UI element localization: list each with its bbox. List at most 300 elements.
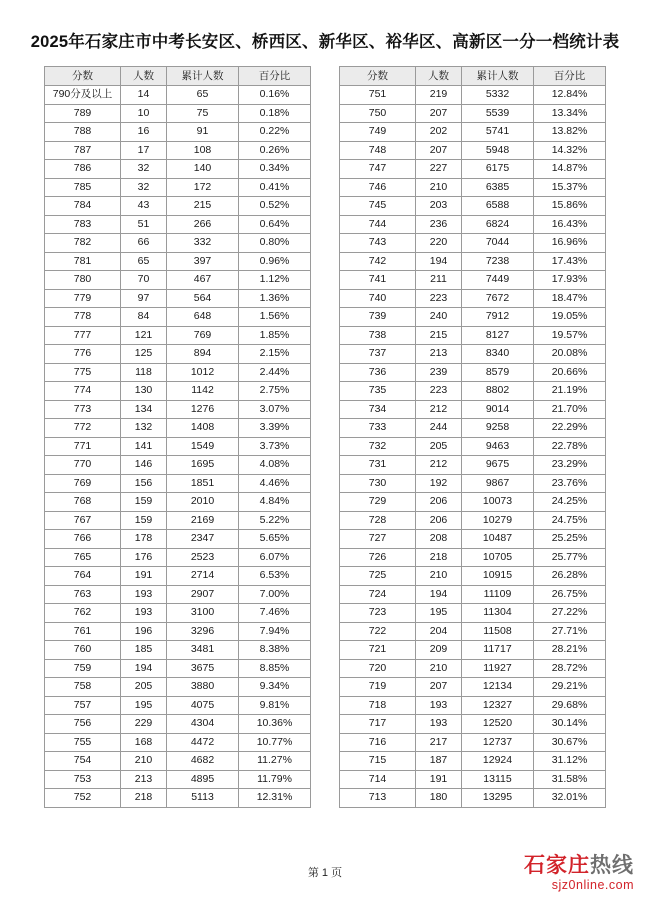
cell-percent: 28.72%	[534, 659, 606, 678]
cell-percent: 3.39%	[239, 419, 311, 438]
table-row	[45, 437, 311, 456]
cell-count: 180	[416, 789, 462, 808]
cell-count: 32	[121, 160, 167, 179]
cell-percent: 18.47%	[534, 289, 606, 308]
cell-count: 211	[416, 271, 462, 290]
table-row	[45, 197, 311, 216]
table-row	[340, 215, 606, 234]
cell-cumulative: 91	[167, 123, 239, 142]
cell-count: 168	[121, 733, 167, 752]
cell-count: 213	[416, 345, 462, 364]
cell-percent: 2.15%	[239, 345, 311, 364]
cell-cumulative: 1695	[167, 456, 239, 475]
cell-cumulative: 467	[167, 271, 239, 290]
cell-cumulative: 8127	[462, 326, 534, 345]
cell-count: 193	[416, 696, 462, 715]
table-row	[45, 345, 311, 364]
cell-percent: 4.84%	[239, 493, 311, 512]
cell-cumulative: 5741	[462, 123, 534, 142]
cell-percent: 8.38%	[239, 641, 311, 660]
table-row	[340, 271, 606, 290]
table-row	[45, 641, 311, 660]
cell-count: 220	[416, 234, 462, 253]
cell-cumulative: 3675	[167, 659, 239, 678]
cell-score: 733	[340, 419, 416, 438]
cell-percent: 9.34%	[239, 678, 311, 697]
cell-count: 210	[121, 752, 167, 771]
watermark-brand	[524, 855, 634, 877]
cell-score: 764	[45, 567, 121, 586]
score-tables-container	[0, 66, 650, 808]
cell-score: 766	[45, 530, 121, 549]
cell-percent: 11.79%	[239, 770, 311, 789]
cell-score: 758	[45, 678, 121, 697]
cell-cumulative: 648	[167, 308, 239, 327]
cell-score: 774	[45, 382, 121, 401]
cell-cumulative: 9867	[462, 474, 534, 493]
cell-count: 213	[121, 770, 167, 789]
table-row	[340, 604, 606, 623]
cell-cumulative: 2907	[167, 585, 239, 604]
cell-count: 70	[121, 271, 167, 290]
cell-score: 732	[340, 437, 416, 456]
cell-cumulative: 6385	[462, 178, 534, 197]
cell-percent: 0.16%	[239, 86, 311, 105]
cell-cumulative: 1276	[167, 400, 239, 419]
cell-score: 724	[340, 585, 416, 604]
cell-score: 721	[340, 641, 416, 660]
cell-count: 118	[121, 363, 167, 382]
cell-score: 783	[45, 215, 121, 234]
page-number: 第 1 页	[307, 867, 343, 879]
table-row	[45, 456, 311, 475]
cell-count: 206	[416, 511, 462, 530]
cell-percent: 31.12%	[534, 752, 606, 771]
cell-count: 202	[416, 123, 462, 142]
cell-score: 779	[45, 289, 121, 308]
cell-percent: 1.12%	[239, 271, 311, 290]
cell-cumulative: 7238	[462, 252, 534, 271]
cell-cumulative: 140	[167, 160, 239, 179]
cell-cumulative: 4304	[167, 715, 239, 734]
table-row	[45, 622, 311, 641]
cell-count: 210	[416, 178, 462, 197]
table-row	[340, 585, 606, 604]
cell-count: 194	[416, 252, 462, 271]
table-row	[45, 123, 311, 142]
cell-count: 227	[416, 160, 462, 179]
cell-count: 159	[121, 493, 167, 512]
column-header-score: 分数	[45, 67, 121, 86]
cell-percent: 24.75%	[534, 511, 606, 530]
cell-count: 195	[121, 696, 167, 715]
cell-cumulative: 5113	[167, 789, 239, 808]
cell-cumulative: 12924	[462, 752, 534, 771]
watermark-brand-red: 石家庄	[524, 853, 590, 877]
column-header-count: 人数	[121, 67, 167, 86]
table-row	[340, 511, 606, 530]
cell-score: 781	[45, 252, 121, 271]
cell-count: 205	[121, 678, 167, 697]
cell-percent: 28.21%	[534, 641, 606, 660]
cell-percent: 14.87%	[534, 160, 606, 179]
table-row	[340, 400, 606, 419]
table-row	[45, 326, 311, 345]
cell-score: 746	[340, 178, 416, 197]
cell-cumulative: 8579	[462, 363, 534, 382]
cell-count: 240	[416, 308, 462, 327]
cell-score: 720	[340, 659, 416, 678]
cell-cumulative: 65	[167, 86, 239, 105]
cell-cumulative: 2010	[167, 493, 239, 512]
cell-percent: 12.31%	[239, 789, 311, 808]
cell-percent: 26.75%	[534, 585, 606, 604]
table-row	[340, 382, 606, 401]
cell-cumulative: 2714	[167, 567, 239, 586]
cell-score: 751	[340, 86, 416, 105]
cell-score: 752	[45, 789, 121, 808]
cell-score: 739	[340, 308, 416, 327]
cell-cumulative: 5948	[462, 141, 534, 160]
cell-count: 218	[416, 548, 462, 567]
cell-score: 747	[340, 160, 416, 179]
cell-percent: 6.07%	[239, 548, 311, 567]
cell-cumulative: 5332	[462, 86, 534, 105]
cell-percent: 4.46%	[239, 474, 311, 493]
cell-percent: 27.71%	[534, 622, 606, 641]
table-row	[340, 548, 606, 567]
table-row	[340, 530, 606, 549]
cell-score: 749	[340, 123, 416, 142]
cell-score: 769	[45, 474, 121, 493]
cell-cumulative: 75	[167, 104, 239, 123]
cell-percent: 27.22%	[534, 604, 606, 623]
cell-score: 755	[45, 733, 121, 752]
cell-cumulative: 3296	[167, 622, 239, 641]
cell-percent: 30.14%	[534, 715, 606, 734]
table-row	[45, 419, 311, 438]
cell-score: 740	[340, 289, 416, 308]
cell-cumulative: 215	[167, 197, 239, 216]
cell-count: 236	[416, 215, 462, 234]
cell-count: 218	[121, 789, 167, 808]
cell-count: 193	[121, 604, 167, 623]
table-row	[340, 789, 606, 808]
cell-percent: 11.27%	[239, 752, 311, 771]
table-row	[45, 363, 311, 382]
table-row	[45, 511, 311, 530]
cell-score: 759	[45, 659, 121, 678]
cell-count: 178	[121, 530, 167, 549]
cell-percent: 1.85%	[239, 326, 311, 345]
table-row	[45, 530, 311, 549]
cell-percent: 32.01%	[534, 789, 606, 808]
cell-score: 789	[45, 104, 121, 123]
cell-cumulative: 12520	[462, 715, 534, 734]
cell-percent: 20.66%	[534, 363, 606, 382]
cell-percent: 7.46%	[239, 604, 311, 623]
cell-count: 43	[121, 197, 167, 216]
cell-percent: 10.77%	[239, 733, 311, 752]
cell-count: 223	[416, 382, 462, 401]
table-row	[340, 141, 606, 160]
cell-cumulative: 12134	[462, 678, 534, 697]
cell-score: 787	[45, 141, 121, 160]
cell-count: 32	[121, 178, 167, 197]
cell-score: 725	[340, 567, 416, 586]
table-header-row	[45, 67, 311, 86]
cell-count: 66	[121, 234, 167, 253]
cell-count: 244	[416, 419, 462, 438]
table-row	[340, 252, 606, 271]
cell-percent: 29.21%	[534, 678, 606, 697]
cell-cumulative: 4472	[167, 733, 239, 752]
cell-percent: 5.22%	[239, 511, 311, 530]
cell-count: 219	[416, 86, 462, 105]
cell-score: 737	[340, 345, 416, 364]
cell-percent: 0.41%	[239, 178, 311, 197]
cell-percent: 7.94%	[239, 622, 311, 641]
cell-percent: 20.08%	[534, 345, 606, 364]
cell-count: 229	[121, 715, 167, 734]
table-row	[340, 104, 606, 123]
cell-count: 196	[121, 622, 167, 641]
cell-cumulative: 11109	[462, 585, 534, 604]
table-row	[340, 493, 606, 512]
table-row	[340, 770, 606, 789]
table-row	[340, 197, 606, 216]
table-row	[45, 789, 311, 808]
cell-cumulative: 11508	[462, 622, 534, 641]
cell-count: 187	[416, 752, 462, 771]
cell-percent: 8.85%	[239, 659, 311, 678]
cell-count: 125	[121, 345, 167, 364]
cell-percent: 3.07%	[239, 400, 311, 419]
cell-score: 718	[340, 696, 416, 715]
cell-percent: 10.36%	[239, 715, 311, 734]
cell-cumulative: 564	[167, 289, 239, 308]
cell-cumulative: 6824	[462, 215, 534, 234]
cell-score: 785	[45, 178, 121, 197]
cell-percent: 15.37%	[534, 178, 606, 197]
table-row	[340, 715, 606, 734]
cell-percent: 3.73%	[239, 437, 311, 456]
cell-score: 777	[45, 326, 121, 345]
cell-score: 765	[45, 548, 121, 567]
table-row	[340, 160, 606, 179]
table-row	[45, 141, 311, 160]
column-header-cumulative: 累计人数	[462, 67, 534, 86]
cell-percent: 0.96%	[239, 252, 311, 271]
cell-score: 742	[340, 252, 416, 271]
cell-percent: 0.80%	[239, 234, 311, 253]
cell-percent: 21.70%	[534, 400, 606, 419]
cell-count: 191	[416, 770, 462, 789]
cell-count: 159	[121, 511, 167, 530]
table-row	[45, 86, 311, 105]
cell-score: 771	[45, 437, 121, 456]
cell-score: 761	[45, 622, 121, 641]
cell-score: 762	[45, 604, 121, 623]
cell-cumulative: 266	[167, 215, 239, 234]
table-row	[45, 715, 311, 734]
cell-percent: 15.86%	[534, 197, 606, 216]
cell-percent: 17.93%	[534, 271, 606, 290]
cell-score: 756	[45, 715, 121, 734]
table-row	[45, 104, 311, 123]
cell-count: 16	[121, 123, 167, 142]
cell-percent: 16.96%	[534, 234, 606, 253]
cell-cumulative: 769	[167, 326, 239, 345]
cell-score: 753	[45, 770, 121, 789]
cell-cumulative: 1012	[167, 363, 239, 382]
table-header-row	[340, 67, 606, 86]
cell-percent: 12.84%	[534, 86, 606, 105]
cell-score: 768	[45, 493, 121, 512]
table-row	[45, 289, 311, 308]
cell-percent: 21.19%	[534, 382, 606, 401]
cell-score: 757	[45, 696, 121, 715]
cell-score: 776	[45, 345, 121, 364]
cell-count: 212	[416, 456, 462, 475]
cell-score: 786	[45, 160, 121, 179]
table-row	[45, 567, 311, 586]
cell-percent: 7.00%	[239, 585, 311, 604]
cell-score: 714	[340, 770, 416, 789]
cell-score: 719	[340, 678, 416, 697]
cell-cumulative: 2347	[167, 530, 239, 549]
cell-score: 782	[45, 234, 121, 253]
table-row	[340, 86, 606, 105]
cell-cumulative: 9258	[462, 419, 534, 438]
cell-score: 735	[340, 382, 416, 401]
page-title: 2025年石家庄市中考长安区、桥西区、新华区、裕华区、高新区一分一档统计表	[30, 33, 620, 51]
cell-cumulative: 4895	[167, 770, 239, 789]
cell-percent: 26.28%	[534, 567, 606, 586]
cell-score: 778	[45, 308, 121, 327]
cell-percent: 1.56%	[239, 308, 311, 327]
table-row	[340, 234, 606, 253]
column-header-percent: 百分比	[534, 67, 606, 86]
cell-cumulative: 7672	[462, 289, 534, 308]
cell-score: 745	[340, 197, 416, 216]
cell-count: 10	[121, 104, 167, 123]
table-row	[340, 696, 606, 715]
cell-count: 206	[416, 493, 462, 512]
cell-percent: 5.65%	[239, 530, 311, 549]
cell-count: 121	[121, 326, 167, 345]
cell-percent: 17.43%	[534, 252, 606, 271]
cell-count: 217	[416, 733, 462, 752]
cell-percent: 31.58%	[534, 770, 606, 789]
cell-percent: 25.77%	[534, 548, 606, 567]
table-row	[340, 659, 606, 678]
cell-count: 146	[121, 456, 167, 475]
cell-cumulative: 9014	[462, 400, 534, 419]
table-row	[45, 696, 311, 715]
cell-count: 209	[416, 641, 462, 660]
cell-count: 204	[416, 622, 462, 641]
cell-percent: 23.76%	[534, 474, 606, 493]
table-row	[45, 493, 311, 512]
cell-count: 207	[416, 104, 462, 123]
cell-cumulative: 4075	[167, 696, 239, 715]
cell-count: 141	[121, 437, 167, 456]
cell-score: 734	[340, 400, 416, 419]
table-row	[45, 585, 311, 604]
cell-count: 193	[416, 715, 462, 734]
cell-cumulative: 11927	[462, 659, 534, 678]
cell-percent: 4.08%	[239, 456, 311, 475]
cell-percent: 0.18%	[239, 104, 311, 123]
cell-score: 726	[340, 548, 416, 567]
cell-cumulative: 6175	[462, 160, 534, 179]
cell-cumulative: 3100	[167, 604, 239, 623]
cell-count: 185	[121, 641, 167, 660]
cell-score: 760	[45, 641, 121, 660]
cell-score: 722	[340, 622, 416, 641]
cell-score: 731	[340, 456, 416, 475]
table-row	[340, 363, 606, 382]
cell-cumulative: 5539	[462, 104, 534, 123]
cell-cumulative: 10279	[462, 511, 534, 530]
cell-percent: 16.43%	[534, 215, 606, 234]
cell-percent: 14.32%	[534, 141, 606, 160]
cell-percent: 24.25%	[534, 493, 606, 512]
cell-score: 728	[340, 511, 416, 530]
cell-count: 195	[416, 604, 462, 623]
cell-cumulative: 10073	[462, 493, 534, 512]
cell-cumulative: 1142	[167, 382, 239, 401]
watermark	[524, 855, 634, 892]
table-row	[340, 641, 606, 660]
cell-count: 156	[121, 474, 167, 493]
cell-score: 744	[340, 215, 416, 234]
table-row	[45, 382, 311, 401]
table-row	[45, 548, 311, 567]
cell-score: 727	[340, 530, 416, 549]
table-row	[45, 733, 311, 752]
cell-count: 210	[416, 659, 462, 678]
table-body-left	[45, 86, 311, 808]
cell-percent: 0.64%	[239, 215, 311, 234]
cell-cumulative: 7449	[462, 271, 534, 290]
cell-score: 784	[45, 197, 121, 216]
cell-count: 176	[121, 548, 167, 567]
cell-cumulative: 11717	[462, 641, 534, 660]
cell-cumulative: 13115	[462, 770, 534, 789]
table-row	[45, 400, 311, 419]
cell-score: 729	[340, 493, 416, 512]
cell-cumulative: 8340	[462, 345, 534, 364]
table-row	[45, 271, 311, 290]
table-row	[45, 752, 311, 771]
cell-percent: 30.67%	[534, 733, 606, 752]
cell-count: 132	[121, 419, 167, 438]
table-row	[340, 123, 606, 142]
cell-cumulative: 10705	[462, 548, 534, 567]
cell-score: 773	[45, 400, 121, 419]
cell-count: 192	[416, 474, 462, 493]
table-row	[340, 678, 606, 697]
cell-score: 713	[340, 789, 416, 808]
cell-count: 130	[121, 382, 167, 401]
cell-score: 743	[340, 234, 416, 253]
cell-score: 723	[340, 604, 416, 623]
cell-cumulative: 1549	[167, 437, 239, 456]
cell-score: 717	[340, 715, 416, 734]
cell-percent: 29.68%	[534, 696, 606, 715]
